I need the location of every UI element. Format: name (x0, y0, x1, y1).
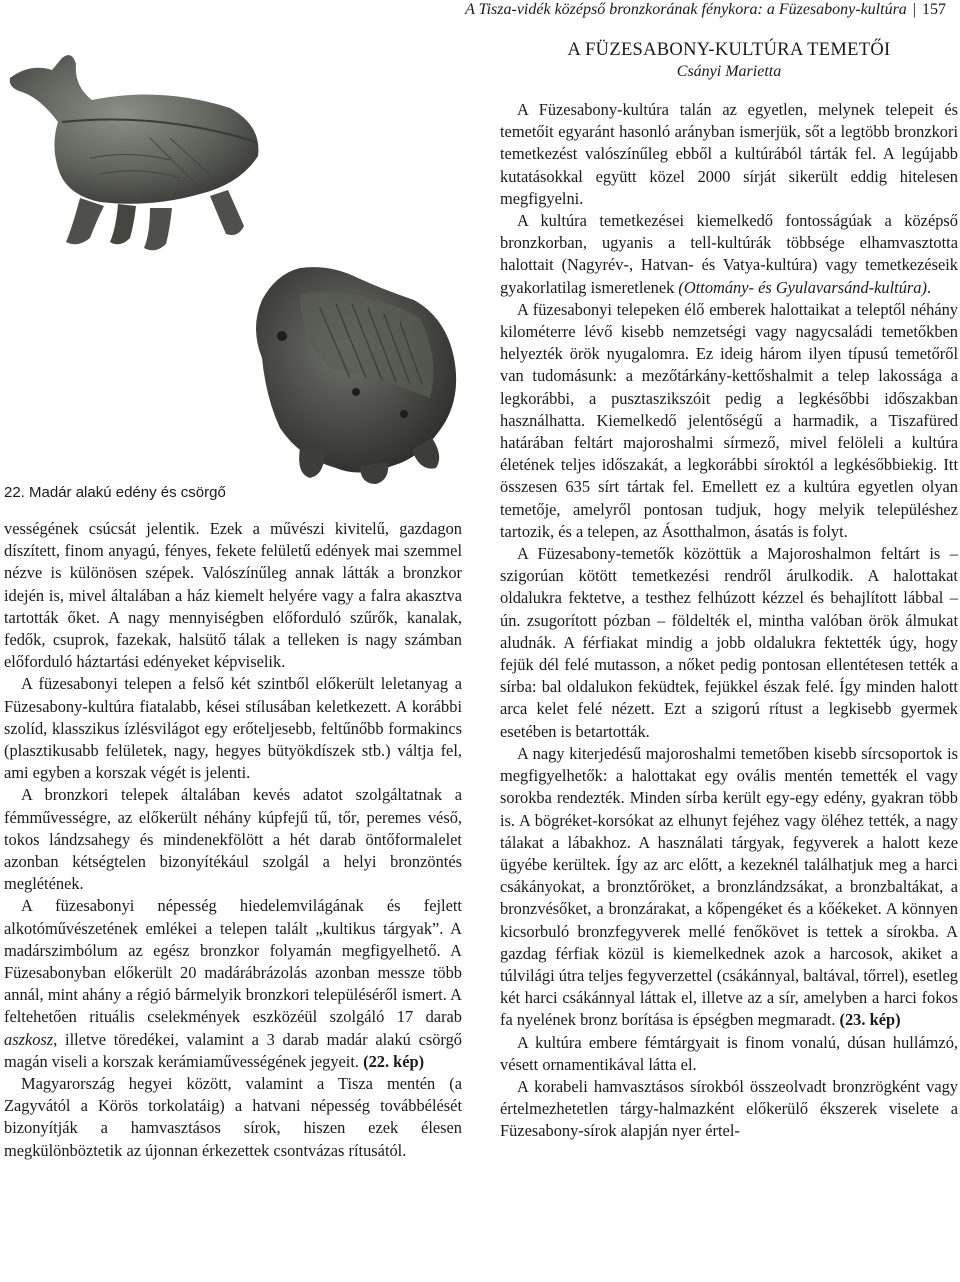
paragraph-text: A kultúra temetkezései kiemelkedő fontosságúak a középső bronzkorban, ugyanis a tell-kultúrák többsége elhamvasztotta halottait (Nagyrév-, Hatvan- és Vatya-kultúra) vagy temetkezéseik gyakorlatilag ismeretlenek (500, 211, 958, 297)
running-head (465, 0, 946, 20)
author-name: Csányi Marietta (676, 63, 782, 80)
paragraph: A Füzesabony-temetők közöttük a Majoroshalmon feltárt is – szigorúan kötött temetkezési rendről árulkodik. A halottakat oldalukra fektetve, a testhez felhúzott kézzel és behajlított lábbal – ún. zsugorított pózban – földelték el, mintha valóban örök álmukat aludnák. A férfiakat mindig a jobb oldalukra fektették úgy, hogy fejük dél felé mutasson, a nőket pedig pontosan ellentétesen tették a sírba: bal oldalukon feküdtek, fejükkel észak felé. Így minden halott arca kelet felé nézett. Ezt a szigorú rítust a legkisebb gyermek esetében is betartották. (500, 544, 958, 741)
term-aszkosz: aszkosz (4, 1029, 54, 1049)
bird-shaped-rattle (256, 267, 456, 484)
paragraph-text: A nagy kiterjedésű majoroshalmi temetőben kisebb sírcsoportok is megfigyelhetők: a halottakat egy ovális mentén temették el vagy sorokba rendezték. Minden sírba került egy-egy edény, gyakran több is. A bögréket-korsókat az elhunyt fejéhez vagy öléhez tették, a nagy tálakat a lábakhoz. A használati tárgyak, fegyverek a halott keze ügyébe kerültek. Így az arc előtt, a kezeknél találhatjuk meg a harci csákányokat, a bronztőröket, a bronzlándzsákat, a bronzbaltákat, a bronzvésőket, a bronzárakat, a kőpengéket és a kőékeket. A könnyen kicsorbuló bronzfegyverek mellé fenőkövet is tettek a sírokba. A gazdag férfiak közül is kiemelkednek azok a harcosok, akiket a túlvilági útra teljes fegyverzettel (csákánnyal, baltával, tőrrel), esetleg két harci csákánnyal láttak el, illetve az a sír, amelyben a harci fokos fa nyelének bronz borítása is épségben megmaradt. (500, 743, 958, 1030)
page-number: 157 (922, 1, 946, 18)
paragraph: A füzesabonyi telepeken élő emberek halottaikat a teleptől néhány kilométerre lévő kisebb nemzetségi vagy nagycsaládi temetőkben helyezték örök nyugalomra. Ez ideig három ilyen típusú temetőről van tudomásunk: a mezőtárkány-kettőshalmit a telep lakossága a legkorábbi, a pusztaszikszóit pedig a legkésőbbi időszakban használhatta. Kiemelkedő jelentőségű a harmadik, a Tiszafüred határában feltárt majoroshalmi sírmező, mivel felöleli a kultúra életének teljes időszakát, a legkorábbi síroktól a legkésőbbiekig. Itt összesen 635 sírt tártak fel. Emellett ez a kultúra egyetlen olyan temetője, amelyről pontosan tudjuk, hogy melyik településhez tartozik, és a telepen, az Ásotthalmon, ásatás is folyt. (500, 299, 958, 541)
running-head-separator: | (912, 1, 916, 18)
figure-22-photo (0, 38, 476, 518)
paragraph-text: , illetve töredékei, valamint a 3 darab madár alakú csörgő magán viseli a korszak kerámiaművességének jegyeit. (4, 1029, 462, 1071)
paragraph-text: . (926, 277, 932, 297)
paragraph-text: A füzesabonyi népesség hiedelemvilágának és fejlett alkotóművészetének emlékei a telepen talált „kultikus tárgyak”. A madárszimbólum az egész bronzkor folyamán megfigyelhető. A Füzesabonyban előkerült 20 madárábrázolás azonban messze több annál, mint ahány a régió bármelyik bronzkori településéről ismert. A feltehetően rituális cselekmények eszközéül szolgáló 17 darab (4, 896, 462, 1027)
paragraph: vességének csúcsát jelentik. Ezek a művészi kivitelű, gazdagon díszített, finom anyagú, fényes, fekete felületű edények mai szemmel nézve is különösen szépek. Valószínűleg annak látták a bronzkor idején is, mivel általában a ház kiemelt helyére vagy a falra akasztva tartották őket. A nagy mennyiségben előforduló szűrők, kanalak, fedők, csuprok, fazekak, halsütő tálak a telleken is nagy számban előforduló háztartási edényeket képviselik. (4, 519, 462, 672)
figure-reference: (22. kép) (363, 1051, 425, 1071)
paragraph: Magyarország hegyei között, valamint a Tisza mentén (a Zagyvától a Körös torkolatáig) a hatvani népesség továbbélését bizonyítják a hamvasztásos sírok, hiszen ezek élesen megkülönböztetik az újonnan érkezettek csontvázas rítusától. (4, 1074, 462, 1160)
paragraph (500, 210, 958, 299)
paragraph: A kultúra embere fémtárgyait is finom vonalú, dúsan hullámzó, vésett ornamentikával látta el. (500, 1032, 958, 1074)
paragraph (4, 895, 462, 1073)
left-column (4, 518, 462, 1162)
paragraph: A füzesabonyi telepen a felső két szintből előkerült leletanyag a Füzesabony-kultúra fiatalabb, kései stílusában keletkezett. A korábbi szolíd, klasszikus ízlésvilágot egy erőteljesebb, feltűnőbb formakincs (plasztikusabb felületek, nagy, hegyes bütyökdíszek stb.) váltja fel, ami egyben a korszak végét is jelenti. (4, 674, 462, 783)
bird-vessel-and-rattle-image (0, 38, 476, 484)
bird-shaped-vessel (10, 55, 259, 250)
figure-reference: (23. kép) (839, 1010, 901, 1030)
paragraph: A bronzkori telepek általában kevés adatot szolgáltatnak a fémművességre, az előkerült néhány kúpfejű tű, tőr, peremes véső, tokos lándzsahegy és mindenekfölött a hét darab öntőformalelet azonban kétségtelen bizonyítékául szolgál a helyi bronzöntés meglétének. (4, 785, 462, 894)
figure-caption: 22. Madár alakú edény és csörgő (4, 484, 226, 501)
culture-names-italic: (Ottomány- és Gyulavarsánd-kultúra) (678, 277, 927, 297)
section-title: A FÜZESABONY-KULTÚRA TEMETŐI (567, 40, 891, 60)
paragraph: A Füzesabony-kultúra talán az egyetlen, melynek telepeit és temetőit egyaránt hasonló arányban ismerjük, sőt a legtöbb bronzkori temetkezést valószínűleg ebből a kultúrából tárták fel. A legújabb kutatásokkal együtt közel 2000 sírját sikerült eddig hitelesen megfigyelni. (500, 100, 958, 208)
running-head-title: A Tisza-vidék középső bronzkorának fénykora: a Füzesabony-kultúra (465, 1, 907, 18)
paragraph: A korabeli hamvasztásos sírokból összeolvadt bronzrögként vagy értelmezhetetlen tárgy-halmazként előkerülő ékszerek viselete a Füzesabony-sírok alapján nyer értel- (500, 1076, 958, 1141)
right-column (500, 99, 958, 1143)
paragraph (500, 743, 958, 1032)
